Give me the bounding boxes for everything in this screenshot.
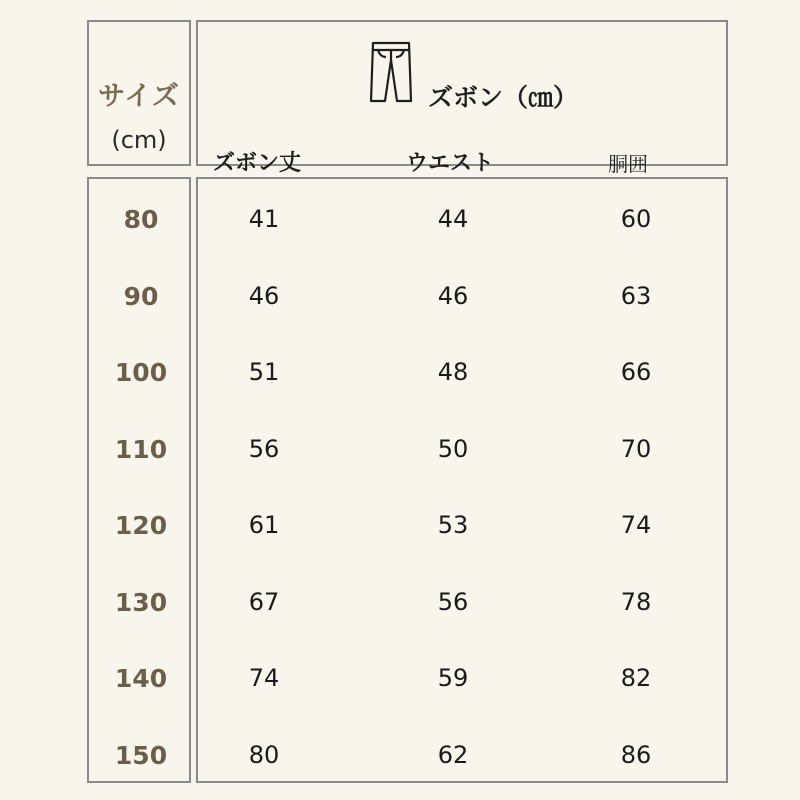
cell-waist: 48 <box>437 358 469 386</box>
cell-girth: 70 <box>620 434 652 463</box>
cell-waist: 50 <box>437 434 469 463</box>
size-unit: (cm) <box>111 126 167 154</box>
cell-length: 61 <box>248 511 280 539</box>
size-label: 110 <box>114 434 168 464</box>
pants-title: ズボン（㎝） <box>428 83 579 112</box>
column-header-waist: ウエスト <box>406 151 495 176</box>
cell-length: 41 <box>248 205 280 233</box>
column-header-length: ズボン丈 <box>213 151 302 176</box>
cell-waist: 56 <box>437 587 469 616</box>
pants-icon <box>368 40 414 104</box>
cell-length: 51 <box>248 358 280 386</box>
cell-waist: 59 <box>437 664 469 692</box>
size-header-box <box>87 20 191 166</box>
size-label: 90 <box>123 281 159 311</box>
cell-length: 74 <box>248 664 280 692</box>
size-label: 130 <box>114 587 168 617</box>
cell-girth: 78 <box>620 587 652 616</box>
size-label: 100 <box>114 358 168 387</box>
cell-waist: 44 <box>437 205 469 233</box>
cell-length: 56 <box>248 434 280 463</box>
size-title: サイズ <box>98 81 180 112</box>
size-label: 80 <box>123 205 159 234</box>
size-label: 140 <box>114 664 168 693</box>
cell-length: 67 <box>248 587 280 616</box>
cell-girth: 86 <box>620 740 652 769</box>
cell-length: 80 <box>248 740 280 769</box>
cell-girth: 74 <box>620 511 652 539</box>
cell-girth: 82 <box>620 664 652 692</box>
size-label: 120 <box>114 511 168 540</box>
cell-girth: 66 <box>620 358 652 386</box>
cell-waist: 46 <box>437 281 469 310</box>
cell-girth: 60 <box>620 205 652 233</box>
size-label: 150 <box>114 740 168 770</box>
column-header-girth: 胴囲 <box>608 152 648 176</box>
cell-waist: 53 <box>437 511 469 539</box>
size-column-box <box>87 177 191 783</box>
values-box <box>196 177 728 783</box>
cell-waist: 62 <box>437 740 469 769</box>
pants-header-box <box>196 20 728 176</box>
cell-length: 46 <box>248 281 280 310</box>
cell-girth: 63 <box>620 281 652 310</box>
